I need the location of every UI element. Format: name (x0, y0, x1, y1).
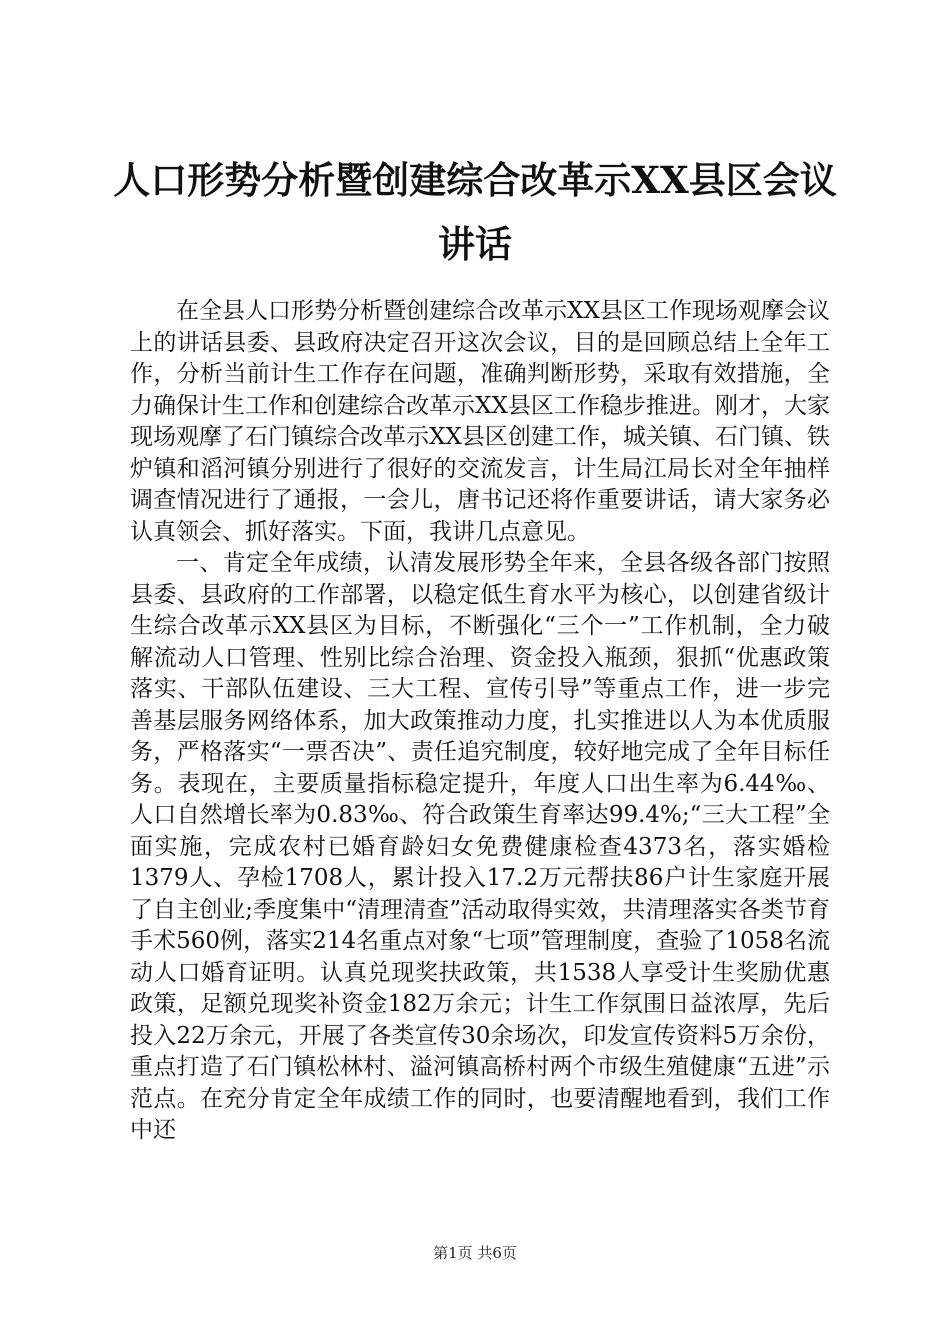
page-footer: 第1页 共6页 (433, 1244, 517, 1262)
document-body (130, 296, 830, 1147)
document-title-line-1: 人口形势分析暨创建综合改革示XX县区会议 (113, 158, 837, 202)
paragraph-intro: 在全县人口形势分析暨创建综合改革示XX县区工作现场观摩会议上的讲话县委、县政府决定召开这次会议，目的是回顾总结上全年工作，分析当前计生工作存在问题，准确判断形势，采取有效措施，全力确保计生工作和创建综合改革示XX县区工作稳步推进。刚才，大家现场观摩了石门镇综合改革示XX县区创建工作，城关镇、石门镇、铁炉镇和滔河镇分别进行了很好的交流发言，计生局江局长对全年抽样调查情况进行了通报，一会儿，唐书记还将作重要讲话，请大家务必认真领会、抓好落实。下面，我讲几点意见。 (130, 298, 830, 545)
document-title-line-2: 讲话 (438, 222, 512, 266)
paragraph-section-one: 一、肯定全年成绩，认清发展形势全年来，全县各级各部门按照县委、县政府的工作部署，以稳定低生育水平为核心，以创建省级计生综合改革示XX县区为目标，不断强化“三个一”工作机制，全力破解流动人口管理、性别比综合治理、资金投入瓶颈，狠抓“优惠政策落实、干部队伍建设、三大工程、宣传引导”等重点工作，进一步完善基层服务网络体系，加大政策推动力度，扎实推进以人为本优质服务，严格落实“一票否决”、责任追究制度，较好地完成了全年目标任务。表现在，主要质量指标稳定提升，年度人口出生率为6.44‰、人口自然增长率为0.83‰、符合政策生育率达99.4%;“三大工程”全面实施，完成农村已婚育龄妇女免费健康检查4373名，落实婚检1379人、孕检1708人，累计投入17.2万元帮扶86户计生家庭开展了自主创业;季度集中“清理清查”活动取得实效，共清理落实各类节育手术560例，落实214名重点对象“七项”管理制度，查验了1058名流动人口婚育证明。认真兑现奖扶政策，共1538人享受计生奖励优惠政策，足额兑现奖补资金182万余元；计生工作氛围日益浓厚，先后投入22万余元，开展了各类宣传30余场次，印发宣传资料5万余份，重点打造了石门镇松林村、溢河镇高桥村两个市级生殖健康“五进”示范点。在充分肯定全年成绩工作的同时，也要清醒地看到，我们工作中还 (130, 550, 830, 1143)
